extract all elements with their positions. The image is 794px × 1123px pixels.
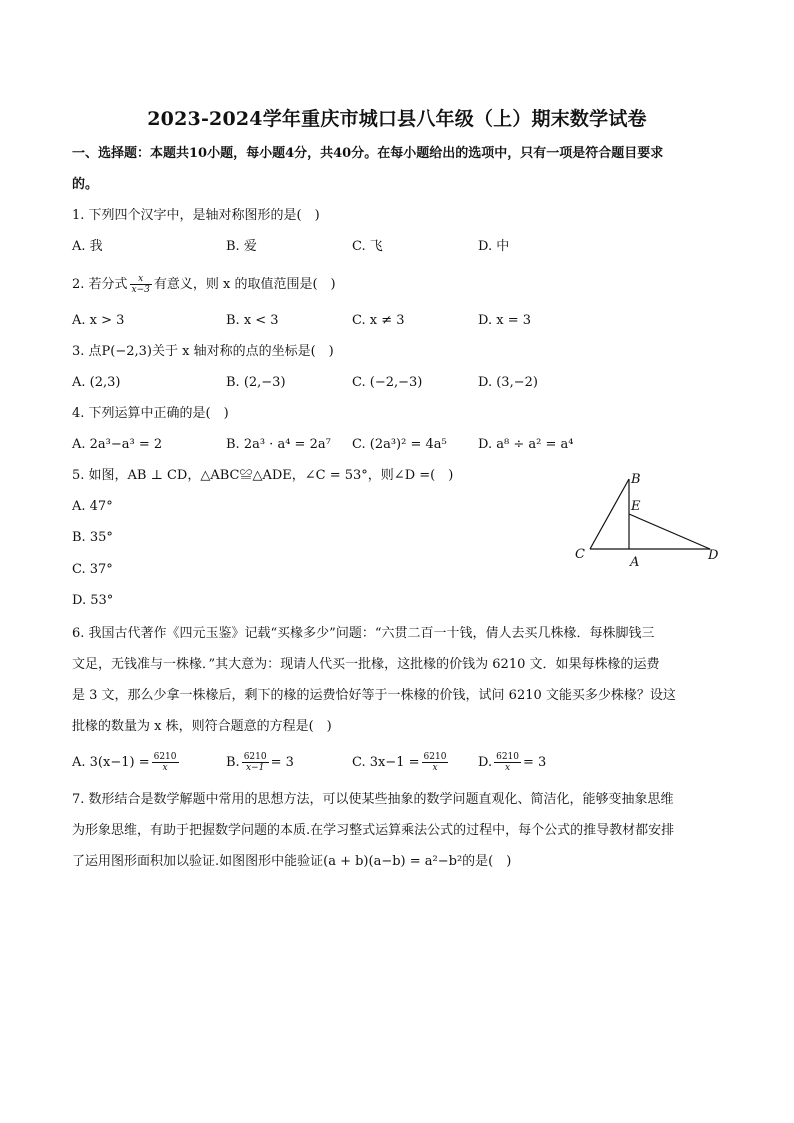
option-d-fraction <box>494 752 521 773</box>
question-4-option-c: C. (2a³)² = 4a⁵ <box>352 437 447 452</box>
point-label-d: D <box>708 548 719 563</box>
question-1-option-c: C. 飞 <box>352 239 383 254</box>
question-2-option-b: B. x < 3 <box>226 313 279 328</box>
question-3-option-d: D. (3,−2) <box>478 375 538 390</box>
option-c-prefix: C. 3x−1 = <box>352 755 420 770</box>
option-d-suffix: = 3 <box>523 755 547 770</box>
fraction-denominator: x <box>505 763 511 773</box>
fraction-numerator: 6210 <box>423 752 447 762</box>
question-1-option-a: A. 我 <box>72 239 103 254</box>
option-b-fraction <box>242 752 269 773</box>
segment-cb <box>590 479 629 549</box>
question-7-line-3: 了运用图形面积加以验证.如图图形中能验证(a + b)(a−b) = a²−b²的是( ) <box>72 854 512 869</box>
question-4-option-d: D. a⁸ ÷ a² = a⁴ <box>478 437 574 452</box>
question-2-stem-post: 有意义，则 x 的取值范围是( ) <box>153 277 336 292</box>
question-1-stem: 1. 下列四个汉字中，是轴对称图形的是( ) <box>72 208 320 223</box>
question-2-option-c: C. x ≠ 3 <box>352 313 405 328</box>
question-6-line-4: 批椽的数量为 x 株，则符合题意的方程是( ) <box>72 719 332 734</box>
question-5-option-b: B. 35° <box>72 530 113 545</box>
point-label-b: B <box>631 472 641 487</box>
option-b-prefix: B. <box>226 755 240 770</box>
question-5-option-c: C. 37° <box>72 562 113 577</box>
question-5-stem: 5. 如图，AB ⊥ CD，△ABC≌△ADE，∠C = 53°，则∠D =( ) <box>72 468 454 483</box>
option-a-prefix: A. 3(x−1) = <box>72 755 150 770</box>
question-2-stem-pre: 2. 若分式 <box>72 277 128 292</box>
fraction-numerator: 6210 <box>153 752 177 762</box>
fraction-denominator: x <box>162 763 168 773</box>
question-3-option-b: B. (2,−3) <box>226 375 286 390</box>
section-instructions-line2: 的。 <box>72 177 99 192</box>
question-6-option-b <box>226 752 294 773</box>
section-instructions-line1: 一、选择题：本题共10小题，每小题4分，共40分。在每小题给出的选项中，只有一项是符合题目要求 <box>72 146 664 161</box>
question-4-option-b: B. 2a³ · a⁴ = 2a⁷ <box>226 437 331 452</box>
fraction-denominator: x <box>432 763 438 773</box>
question-1-option-d: D. 中 <box>478 239 510 254</box>
point-label-c: C <box>575 547 585 562</box>
fraction-numerator: 6210 <box>243 752 267 762</box>
question-7-line-2: 为形象思维，有助于把握数学问题的本质.在学习整式运算乘法公式的过程中，每个公式的推导教材都安排 <box>72 823 675 838</box>
question-5-option-d: D. 53° <box>72 593 114 608</box>
option-c-fraction <box>422 752 449 773</box>
question-5-triangle-figure <box>570 470 730 580</box>
fraction-denominator: x−1 <box>245 763 265 773</box>
option-d-prefix: D. <box>478 755 493 770</box>
question-2-option-a: A. x > 3 <box>72 313 125 328</box>
question-1-option-b: B. 爱 <box>226 239 257 254</box>
question-6-line-1: 6. 我国古代著作《四元玉鉴》记载“买椽多少”问题：“六贯二百一十钱，倩人去买几株椽．每株脚钱三 <box>72 626 655 641</box>
question-6-option-d <box>478 752 546 773</box>
question-4-option-a: A. 2a³−a³ = 2 <box>72 437 163 452</box>
question-7-line-1: 7. 数形结合是数学解题中常用的思想方法，可以使某些抽象的数学问题直观化、简洁化，能够变抽象思维 <box>72 792 674 807</box>
option-a-fraction <box>152 752 179 773</box>
question-3-option-c: C. (−2,−3) <box>352 375 423 390</box>
question-3-option-a: A. (2,3) <box>72 375 121 390</box>
question-6-line-3: 是 3 文，那么少拿一株椽后，剩下的椽的运费恰好等于一株椽的价钱，试问 6210 文能买多少株椽？设这 <box>72 688 676 703</box>
fraction-numerator: x <box>130 274 152 285</box>
question-2-stem <box>72 274 336 295</box>
fraction-denominator: x−3 <box>131 285 150 295</box>
fraction-numerator: 6210 <box>496 752 519 762</box>
question-6-option-a <box>72 752 181 773</box>
question-5-option-a: A. 47° <box>72 499 113 514</box>
point-label-e: E <box>631 499 641 514</box>
question-6-option-c <box>352 752 450 773</box>
question-6-line-2: 文足，无钱准与一株椽．”其大意为：现请人代买一批椽，这批椽的价钱为 6210 文．如果每株椽的运费 <box>72 657 660 672</box>
question-3-stem: 3. 点P(−2,3)关于 x 轴对称的点的坐标是( ) <box>72 344 334 359</box>
question-2-option-d: D. x = 3 <box>478 313 531 328</box>
point-label-a: A <box>630 555 640 570</box>
option-b-suffix: = 3 <box>270 755 294 770</box>
question-2-fraction <box>130 274 152 295</box>
question-4-stem: 4. 下列运算中正确的是( ) <box>72 406 229 421</box>
exam-title: 2023-2024学年重庆市城口县八年级（上）期末数学试卷 <box>147 108 647 130</box>
segment-ed <box>629 514 710 549</box>
